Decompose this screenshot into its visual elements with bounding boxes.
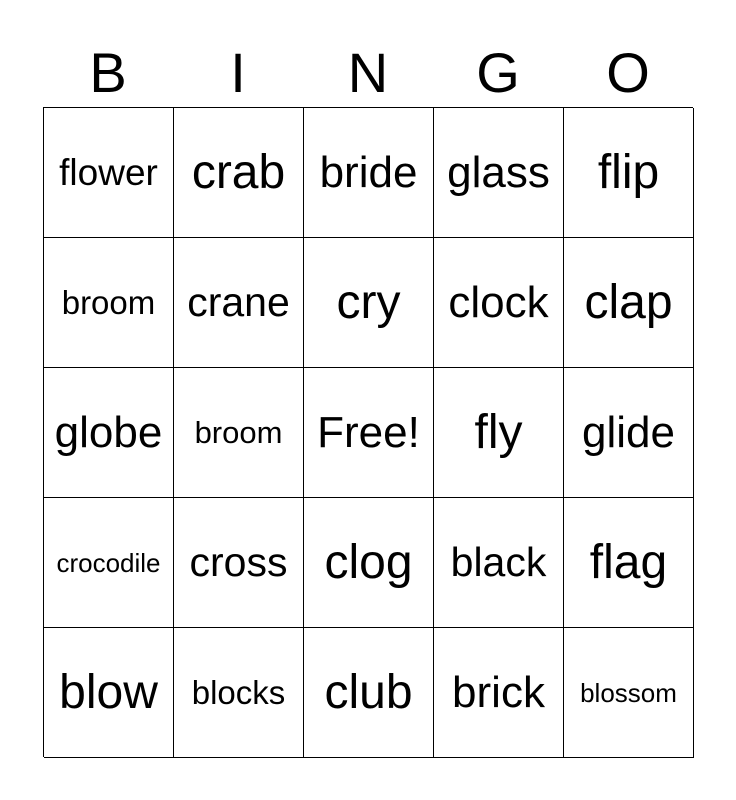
bingo-cell[interactable]: crab (174, 108, 304, 238)
header-letter-n: N (347, 41, 389, 104)
bingo-cell[interactable]: blow (44, 628, 174, 758)
bingo-cell[interactable]: cross (174, 498, 304, 628)
bingo-cell[interactable]: broom (44, 238, 174, 368)
bingo-cell[interactable]: black (434, 498, 564, 628)
bingo-board (43, 107, 693, 757)
bingo-cell[interactable]: fly (434, 368, 564, 498)
header-letter-o: O (606, 41, 650, 104)
header-letter-g: G (476, 41, 520, 104)
free-space-cell[interactable]: Free! (304, 368, 434, 498)
bingo-cell[interactable]: blossom (564, 628, 694, 758)
bingo-header (43, 40, 693, 106)
bingo-cell[interactable]: blocks (174, 628, 304, 758)
bingo-cell[interactable]: club (304, 628, 434, 758)
header-letter-i: I (230, 41, 246, 104)
bingo-cell[interactable]: clog (304, 498, 434, 628)
header-letter-b: B (89, 41, 127, 104)
bingo-cell[interactable]: brick (434, 628, 564, 758)
bingo-cell[interactable]: cry (304, 238, 434, 368)
bingo-cell[interactable]: flag (564, 498, 694, 628)
bingo-cell[interactable]: crane (174, 238, 304, 368)
bingo-cell[interactable]: bride (304, 108, 434, 238)
bingo-cell[interactable]: glass (434, 108, 564, 238)
bingo-cell[interactable]: crocodile (44, 498, 174, 628)
bingo-cell[interactable]: clap (564, 238, 694, 368)
bingo-cell[interactable]: glide (564, 368, 694, 498)
bingo-cell[interactable]: broom (174, 368, 304, 498)
bingo-cell[interactable]: flower (44, 108, 174, 238)
bingo-cell[interactable]: flip (564, 108, 694, 238)
bingo-cell[interactable]: clock (434, 238, 564, 368)
bingo-cell[interactable]: globe (44, 368, 174, 498)
